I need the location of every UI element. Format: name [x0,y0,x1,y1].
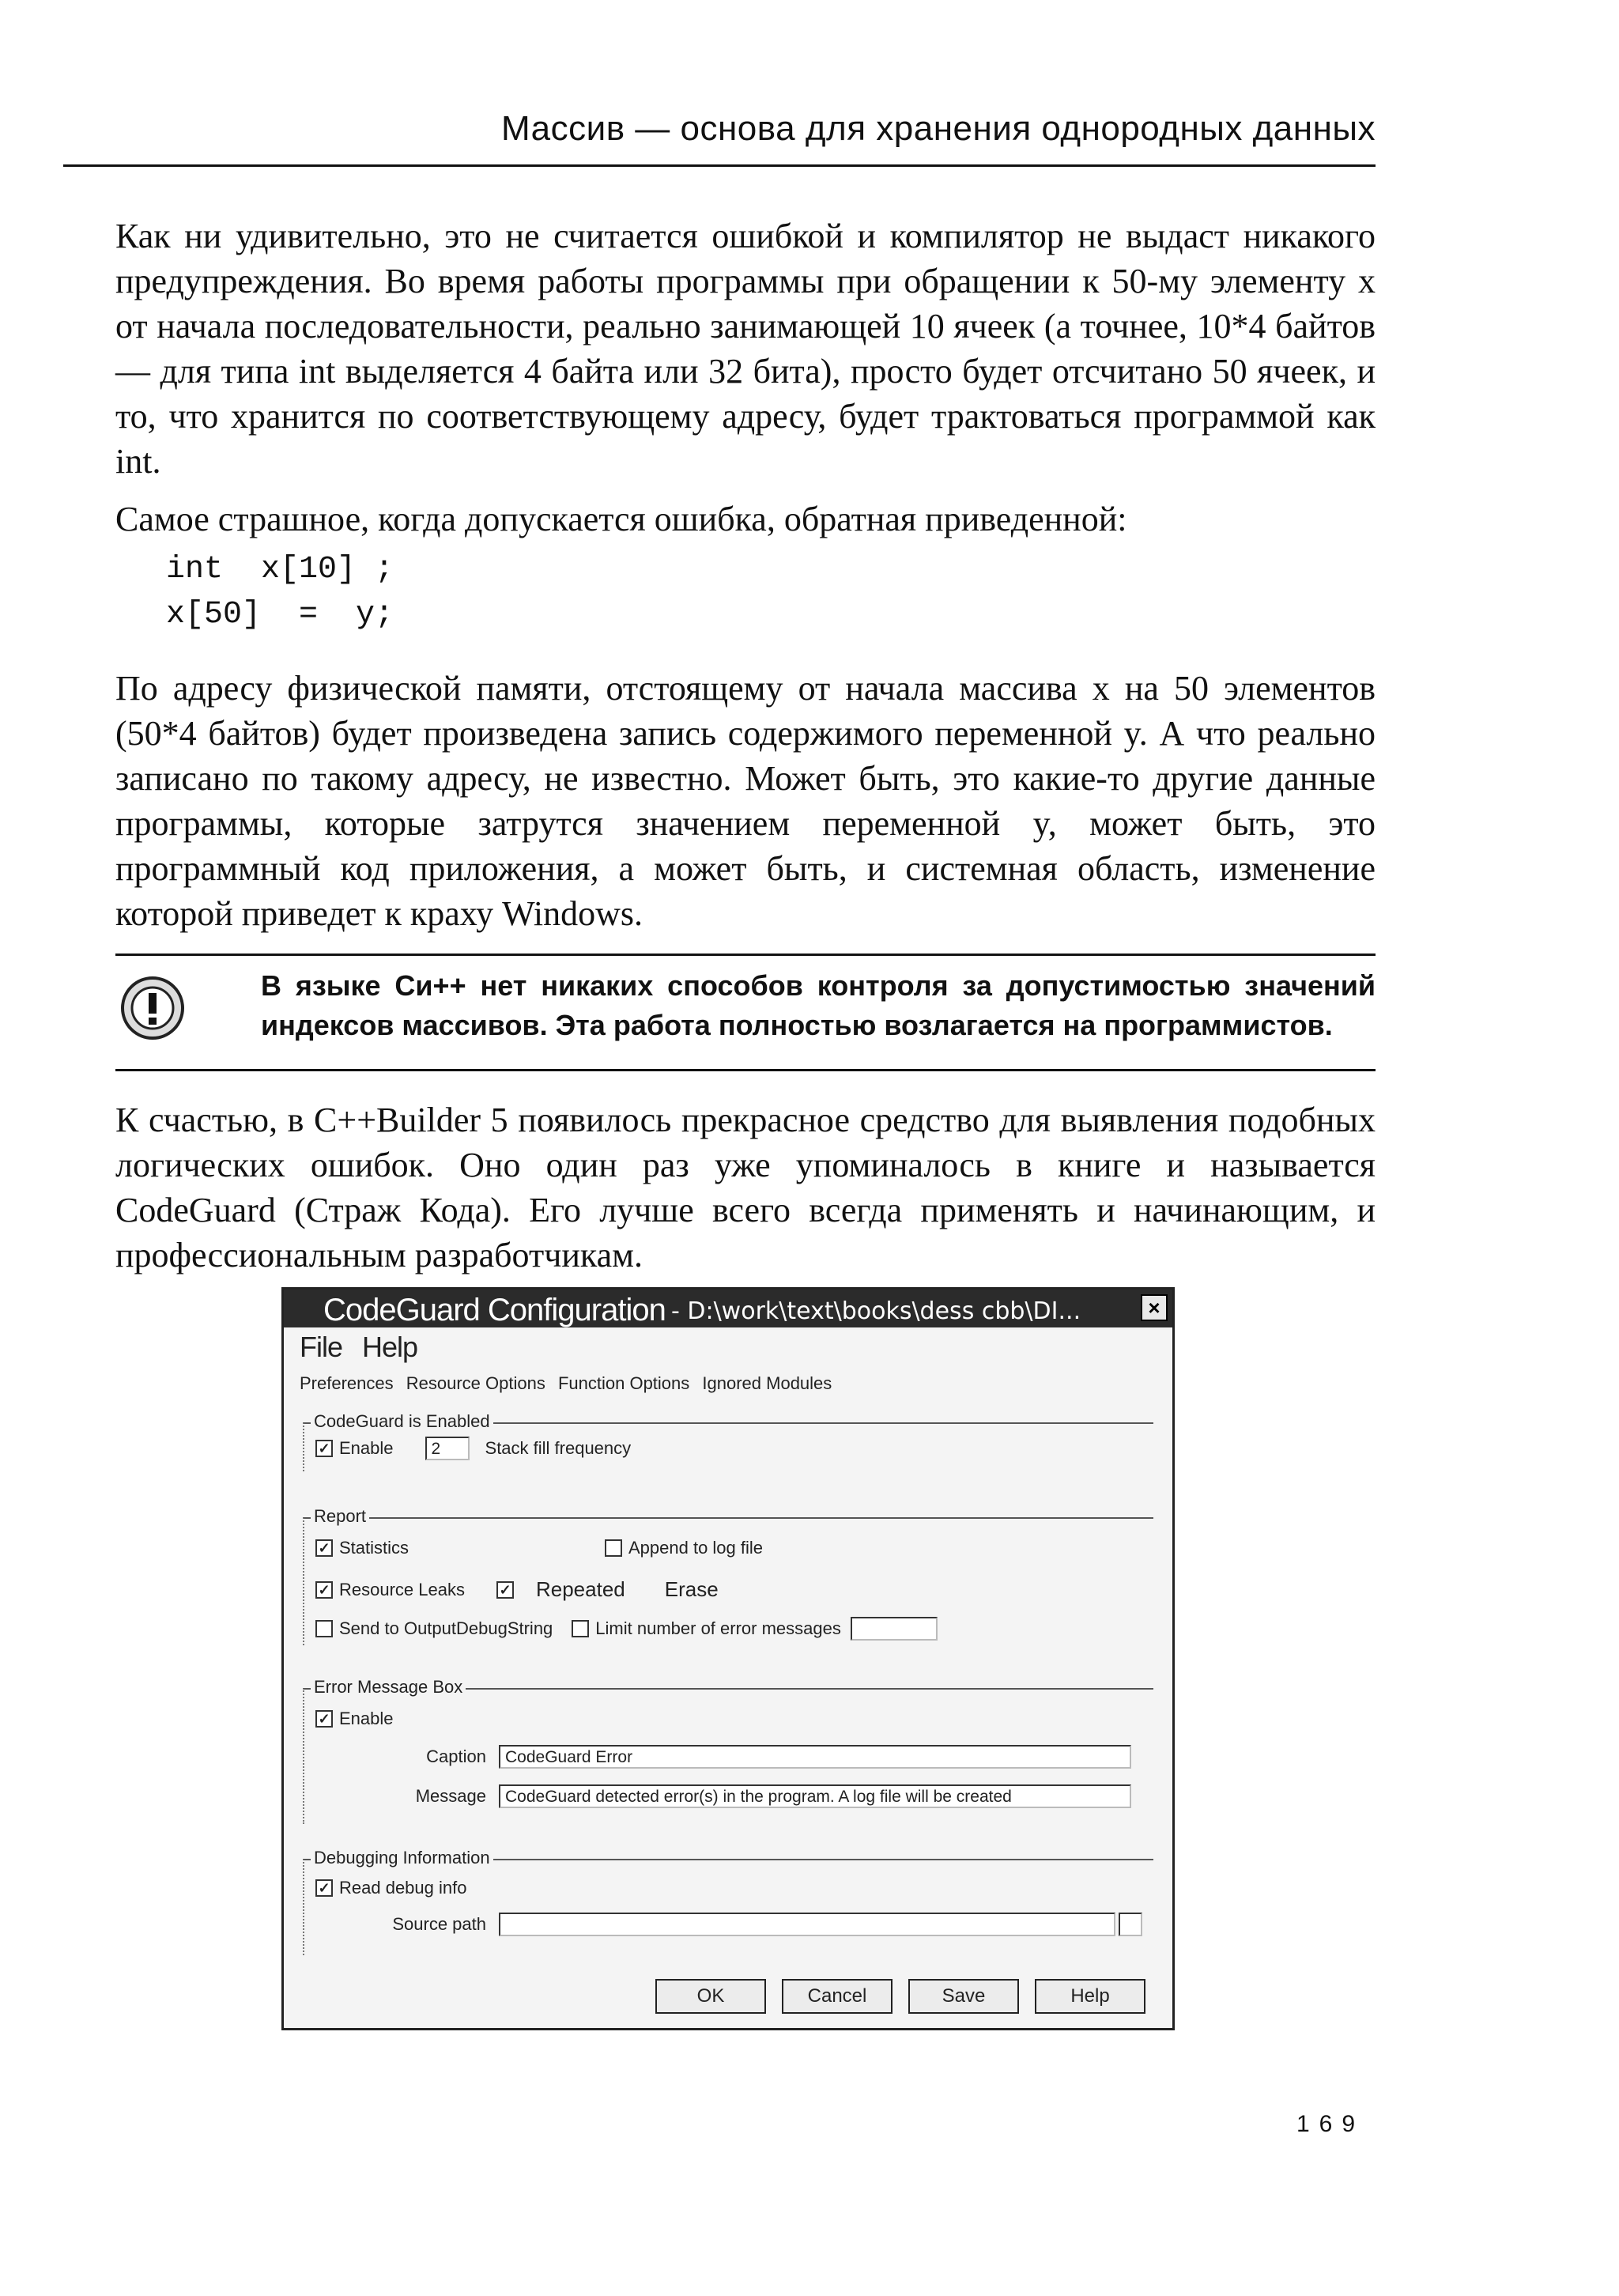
erase-label: Erase [664,1577,719,1601]
repeated-checkbox[interactable]: ✓ [496,1581,514,1599]
close-button[interactable]: × [1141,1294,1168,1321]
enable-label: Enable [339,1438,394,1458]
paragraph-4-text: К счастью, в C++Builder 5 появилось прекрасное средство для выявления подобных логических ошибок. Оно один раз уже упоминалось в книге и называется CodeGuard (Страж Кода). Его лучше всего всегда применять и начинающим, и профессиональным разработчикам. [115,1101,1376,1275]
code-block [166,547,394,637]
statistics-row [315,1538,409,1558]
note-bottom-rule [115,1069,1376,1071]
limit-label: Limit number of error messages [595,1618,841,1638]
warning-icon [119,974,187,1042]
read-debug-label: Read debug info [339,1878,467,1898]
tab-function-options[interactable]: Function Options [557,1373,690,1393]
append-row [605,1538,763,1558]
group-enabled [303,1411,1153,1471]
save-button[interactable]: Save [908,1979,1019,2014]
source-path-input[interactable] [499,1913,1115,1936]
tab-preferences[interactable]: Preferences [300,1373,394,1393]
resource-leaks-label: Resource Leaks [339,1579,465,1599]
paragraph-3 [115,666,1376,936]
statistics-checkbox[interactable]: ✓ [315,1539,333,1557]
note-text: В языке Си++ нет никаких способов контроля за допустимостью значений индексов массивов. Эта работа полностью возлагается на программистов. [261,969,1376,1041]
source-path-row [391,1913,1142,1936]
group-debug [303,1848,1153,1955]
error-enable-label: Enable [339,1709,394,1728]
tab-ignored-modules[interactable]: Ignored Modules [702,1373,832,1393]
paragraph-4 [115,1097,1376,1278]
browse-button[interactable] [1119,1913,1142,1936]
menu-help[interactable]: Help [362,1331,418,1363]
enable-row [315,1437,631,1460]
dialog-title: CodeGuard Configuration [323,1293,666,1327]
page-number: 169 [1296,2111,1365,2137]
caption-input[interactable]: CodeGuard Error [499,1745,1131,1769]
paragraph-2-text: Самое страшное, когда допускается ошибка, обратная приведенной: [115,500,1127,538]
paragraph-3-text: По адресу физической памяти, отстоящему от начала массива x на 50 элементов (50*4 байтов) будет произведена запись содержимого переменной y. А что реально записано по такому адресу, не известно. Может быть, это какие-то другие данные программы, которые затрутся значением переменной y, может быть, это программный код приложения, а может быть, и системная область, изменение которой приведет к краху Windows. [115,669,1376,933]
group-error-box [303,1677,1153,1824]
caption-label: Caption [426,1747,486,1766]
tab-strip [300,1373,840,1394]
group-error-box-title: Error Message Box [311,1677,466,1697]
group-report [303,1506,1153,1645]
code-line-1: int x[10] ; [166,552,394,587]
repeated-label: Repeated [535,1577,625,1601]
limit-input[interactable] [851,1617,938,1641]
group-report-title: Report [311,1506,369,1527]
read-debug-checkbox[interactable]: ✓ [315,1879,333,1897]
stack-fill-input[interactable]: 2 [425,1437,470,1460]
tab-resource-options[interactable]: Resource Options [406,1373,545,1393]
append-label: Append to log file [628,1538,764,1558]
send-output-checkbox[interactable] [315,1620,333,1637]
enable-checkbox[interactable]: ✓ [315,1440,333,1457]
message-input[interactable]: CodeGuard detected error(s) in the program. A log file will be created [499,1784,1131,1808]
message-label: Message [415,1786,486,1806]
resource-leaks-checkbox[interactable]: ✓ [315,1581,333,1599]
append-checkbox[interactable] [605,1539,622,1557]
note-top-rule [115,954,1376,956]
resource-leaks-row [315,1577,719,1602]
cancel-button[interactable]: Cancel [782,1979,893,2014]
dialog-path: - D:\work\text\books\dess cbb\DI... [671,1297,1081,1325]
error-enable-checkbox[interactable]: ✓ [315,1710,333,1728]
group-debug-title: Debugging Information [311,1848,493,1868]
send-output-label: Send to OutputDebugString [339,1618,553,1638]
source-path-label: Source path [392,1914,486,1934]
caption-row [391,1745,1131,1769]
ok-button[interactable]: OK [655,1979,766,2014]
help-button[interactable]: Help [1035,1979,1145,2014]
paragraph-1-text: Как ни удивительно, это не считается ошибкой и компилятор не выдаст никакого предупреждения. Во время работы программы при обращении к 50-му элементу x от начала последовательности, реально занимающей 10 ячеек (а точнее, 10*4 байтов — для типа int выделяется 4 байта или 32 бита), просто будет отсчитано 50 ячеек, и то, что хранится по соответствующему адресу, будет трактоваться программой как int. [115,217,1376,481]
send-output-row [315,1617,938,1641]
limit-checkbox[interactable] [572,1620,589,1637]
paragraph-2 [115,497,1376,542]
stack-fill-label: Stack fill frequency [485,1438,632,1458]
header-rule [63,164,1376,167]
codeguard-dialog [281,1287,1175,2030]
group-enabled-title: CodeGuard is Enabled [311,1411,493,1432]
code-line-2: x[50] = y; [166,597,394,633]
dialog-titlebar [284,1290,1172,1327]
error-enable-row [315,1709,394,1729]
running-header: Массив — основа для хранения однородных данных [501,109,1376,148]
menubar [300,1331,430,1364]
statistics-label: Statistics [339,1538,409,1558]
read-debug-row [315,1878,466,1898]
message-row [391,1784,1131,1808]
paragraph-1 [115,213,1376,484]
menu-file[interactable]: File [300,1331,343,1363]
